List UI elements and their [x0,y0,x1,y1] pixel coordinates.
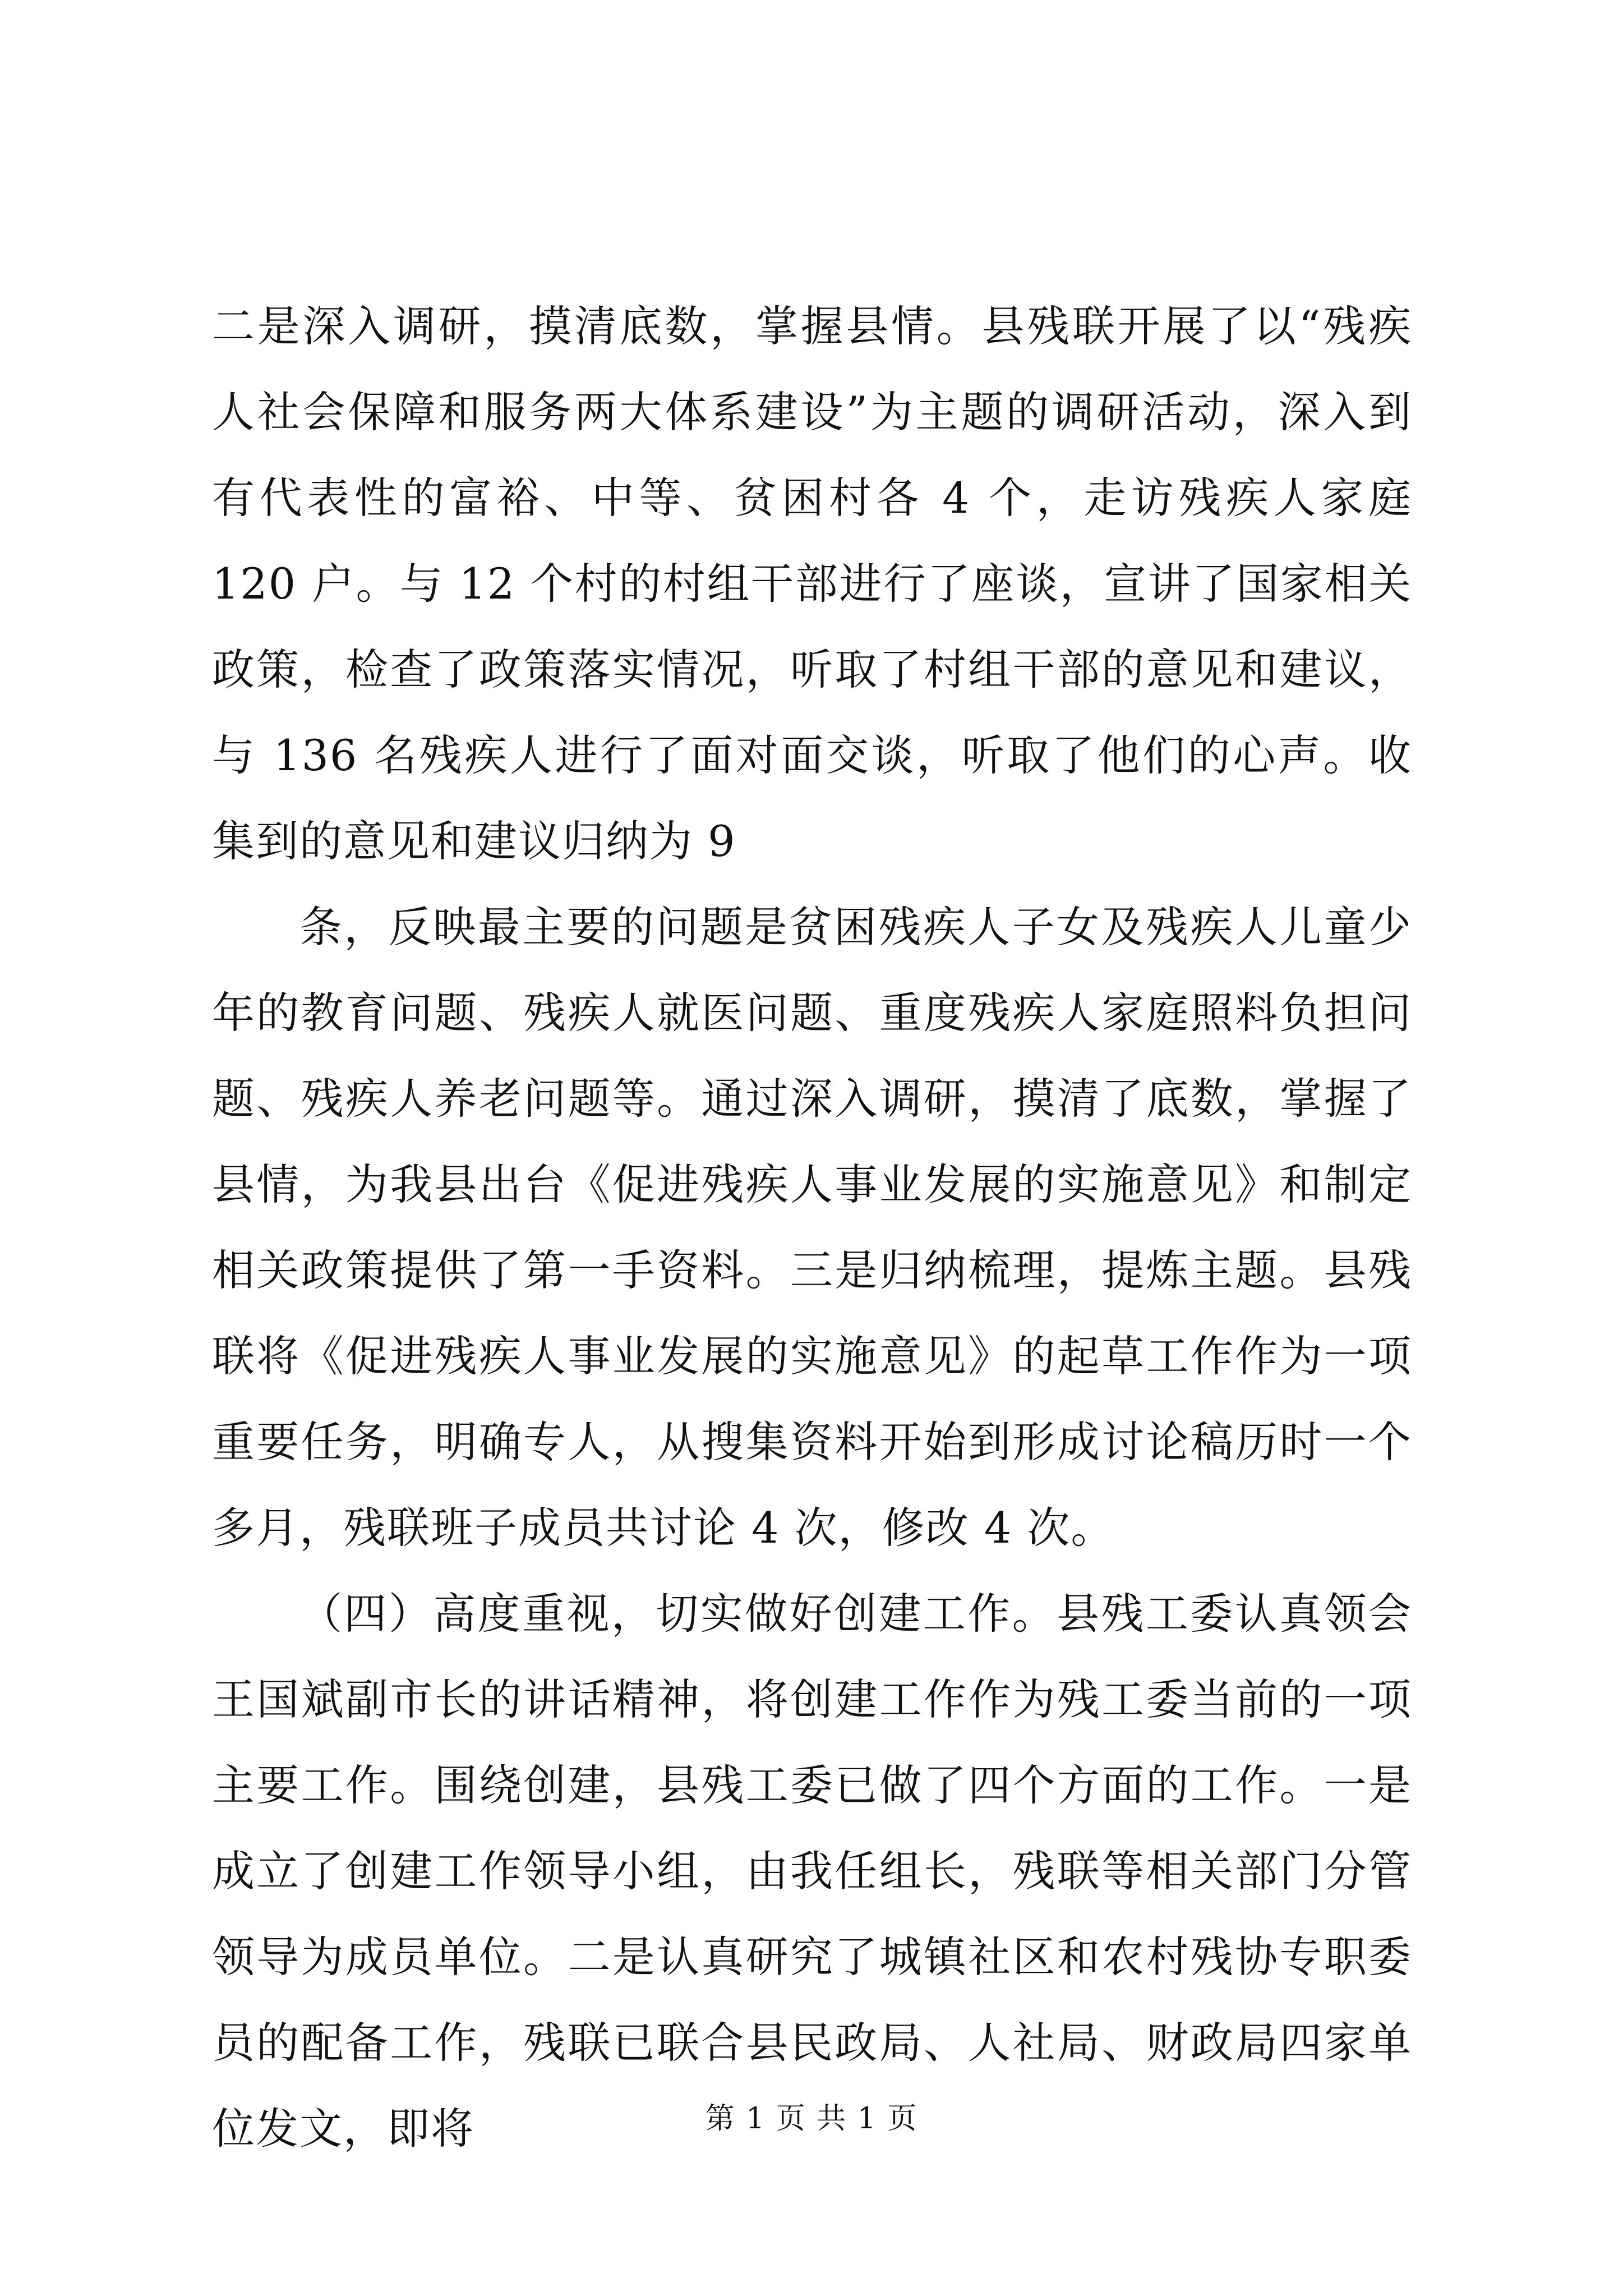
paragraph-creation-work: （四）高度重视，切实做好创建工作。县残工委认真领会王国斌副市长的讲话精神，将创建工作作为残工委当前的一项主要工作。围绕创建，县残工委已做了四个方面的工作。一是成立了创建工作领导小组，由我任组长，残联等相关部门分管领导为成员单位。二是认真研究了城镇社区和农村残协专职委员的配备工作，残联已联合县民政局、人社局、财政局四家单位发文，即将 [212,1589,1412,2154]
page-footer: 第 1 页 共 1 页 [705,2102,918,2136]
document-body [212,283,1412,2171]
paragraph-survey-research: 二是深入调研，摸清底数，掌握县情。县残联开展了以“残疾人社会保障和服务两大体系建设”为主题的调研活动，深入到有代表性的富裕、中等、贫困村各 4 个，走访残疾人家庭 120 户。与 12 个村的村组干部进行了座谈，宣讲了国家相关政策，检查了政策落实情况，听取了村组干部的意见和建议，与 136 名残疾人进行了面对面交谈，听取了他们的心声。收集到的意见和建议归纳为 9 [212,301,1412,866]
paragraph-survey-findings: 条，反映最主要的问题是贫困残疾人子女及残疾人儿童少年的教育问题、残疾人就医问题、重度残疾人家庭照料负担问题、残疾人养老问题等。通过深入调研，摸清了底数，掌握了县情，为我县出台《促进残疾人事业发展的实施意见》和制定相关政策提供了第一手资料。三是归纳梳理，提炼主题。县残联将《促进残疾人事业发展的实施意见》的起草工作作为一项重要任务，明确专人，从搜集资料开始到形成讨论稿历时一个多月，残联班子成员共讨论 4 次，修改 4 次。 [212,902,1412,1553]
